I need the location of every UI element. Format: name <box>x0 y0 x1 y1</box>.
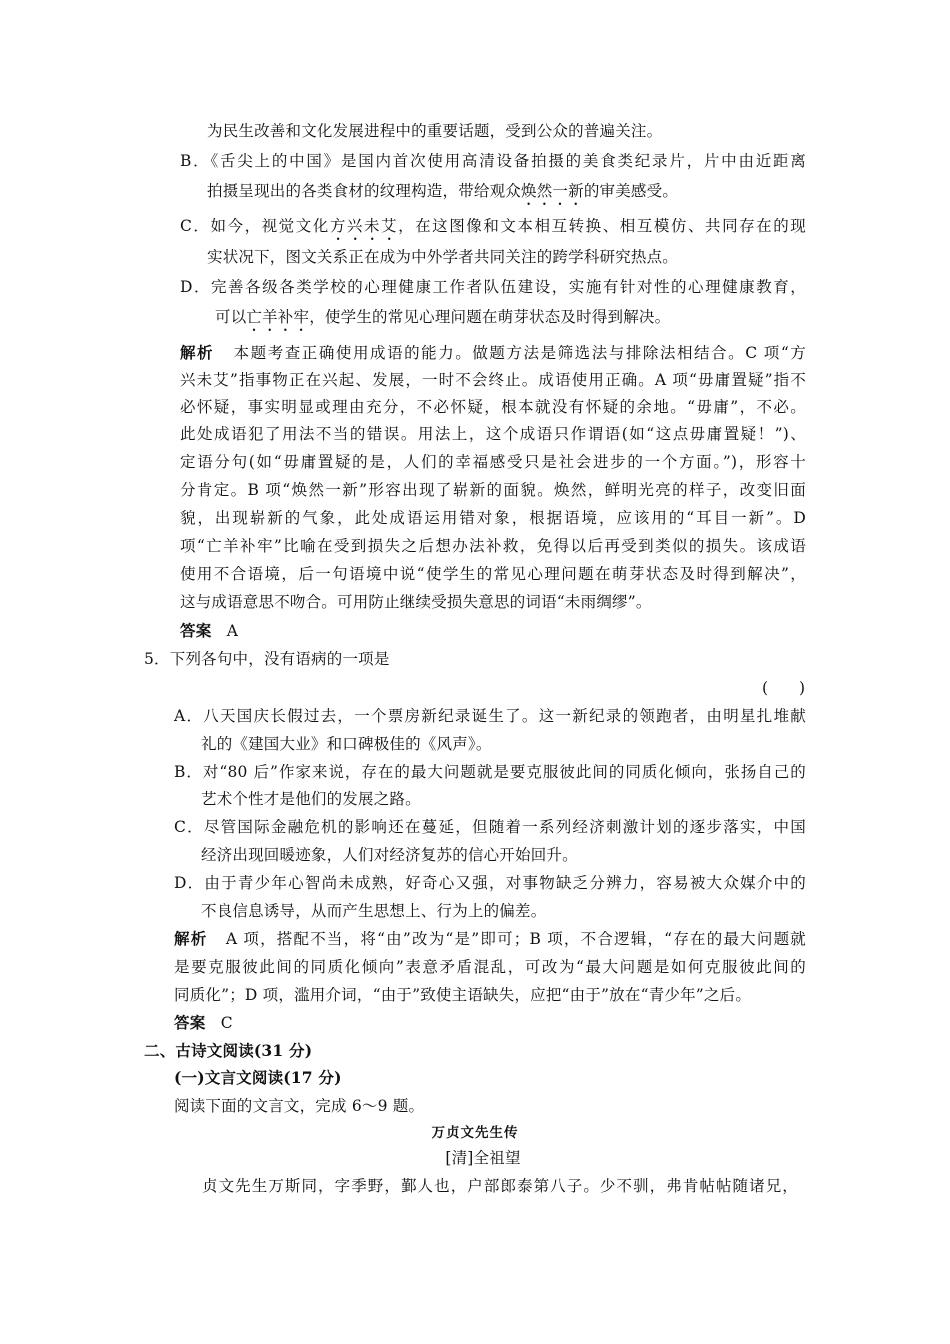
q5-option-d-line2: 不良信息诱导，从而产生思想上、行为上的偏差。 <box>201 902 547 920</box>
q4-option-b-idiom: 焕然一新 <box>521 182 584 200</box>
q5-answer-value: C <box>220 1014 233 1032</box>
q5-answer-blank: ( ) <box>762 679 806 697</box>
q5-analysis-label: 解析 <box>174 929 208 948</box>
q4-analysis-line2: 兴未艾”指事物正在兴起、发展，一时不会终止。成语使用正确。A 项“毋庸置疑”指不 <box>180 371 806 389</box>
q4-option-d-line1: D．完善各级各类学校的心理健康工作者队伍建设，实施有针对性的心理健康教育， <box>180 278 806 296</box>
q4-analysis-line8: 项“亡羊补牢”比喻在受到损失之后想办法补救，免得以后再受到类似的损失。该成语 <box>180 537 806 555</box>
q5-option-a-line1: A．八天国庆长假过去，一个票房新纪录诞生了。这一新纪录的领跑者，由明星扎堆献 <box>174 707 806 725</box>
q5-analysis-line1 <box>174 929 806 949</box>
passage-author: [清]全祖望 <box>445 1149 521 1167</box>
q5-analysis-line2: 是要克服彼此间的同质化倾向”表意矛盾混乱，可改为“最大问题是如何克服彼此间的 <box>174 958 806 976</box>
q5-option-d-line1: D．由于青少年心智尚未成熟，好奇心又强，对事物缺乏分辨力，容易被大众媒介中的 <box>174 874 806 892</box>
q5-answer-label: 答案 <box>174 1013 206 1032</box>
q4-answer-value: A <box>226 622 239 640</box>
section-heading: 二、古诗文阅读(31 分) <box>144 1041 313 1060</box>
q5-analysis-text: A 项，搭配不当，将“由”改为“是”即可；B 项，不合逻辑，“存在的最大问题就 <box>225 930 806 948</box>
q4-option-c-text: C．如今，视觉文化 <box>180 217 330 235</box>
passage-line1: 贞文先生万斯同，字季野，鄞人也，户部郎泰第八子。少不驯，弗肯帖帖随诸兄， <box>202 1177 798 1195</box>
q4-analysis-line9: 使用不合语境，后一句语境中说“使学生的常见心理问题在萌芽状态及时得到解决”， <box>180 565 806 583</box>
q4-analysis-text: 本题考查正确使用成语的能力。做题方法是筛选法与排除法相结合。C 项“方 <box>233 344 807 362</box>
q4-option-a-continuation: 为民生改善和文化发展进程中的重要话题，受到公众的普遍关注。 <box>207 122 663 140</box>
q4-option-b-text-end: 的审美感受。 <box>583 182 679 200</box>
q4-analysis-label: 解析 <box>180 343 215 362</box>
q4-analysis-line3: 必怀疑，事实明显或理由充分，不必怀疑，根本就没有怀疑的余地。“毋庸”，不必。 <box>180 398 806 416</box>
reading-instruction: 阅读下面的文言文，完成 6～9 题。 <box>174 1097 425 1115</box>
q4-option-c-line1 <box>180 216 806 244</box>
q5-analysis-line3: 同质化”；D 项，滥用介词，“由于”致使主语缺失，应把“由于”放在“青少年”之后。 <box>174 986 752 1004</box>
q4-option-b-text: 拍摄呈现出的各类食材的纹理构造，带给观众 <box>207 182 522 200</box>
subsection-heading: (一)文言文阅读(17 分) <box>174 1068 342 1087</box>
q4-option-c-text-end: ，在这图像和文本相互转换、相互模仿、共同存在的现 <box>398 217 806 235</box>
q5-option-a-line2: 礼的《建国大业》和口碑极佳的《风声》。 <box>201 735 492 753</box>
q4-analysis-line7: 貌，出现崭新的气象，此处成语运用错对象，根据语境，应该用的“耳目一新”。D <box>180 509 806 527</box>
q5-option-c-line1: C．尽管国际金融危机的影响还在蔓延，但随着一系列经济刺激计划的逐步落实，中国 <box>174 818 806 836</box>
q4-option-c-line2: 实状况下，图文关系正在成为中外学者共同关注的跨学科研究热点。 <box>207 248 679 266</box>
q4-option-d-line2 <box>215 307 670 335</box>
q4-analysis-line5: 定语分句(如“毋庸置疑的是，人们的幸福感受只是社会进步的一个方面。”)，形容十 <box>180 453 806 471</box>
q4-analysis-line1 <box>180 343 806 363</box>
q4-option-c-idiom: 方兴未艾 <box>329 217 399 235</box>
q4-analysis-line10: 这与成语意思不吻合。可用防止继续受损失意思的词语“未雨绸缪”。 <box>180 593 652 611</box>
q5-stem: 5．下列各句中，没有语病的一项是 <box>144 650 390 668</box>
passage-title: 万贞文先生传 <box>431 1125 519 1141</box>
q4-option-b-line1: B．《舌尖上的中国》是国内首次使用高清设备拍摄的美食类纪录片，片中由近距离 <box>180 152 806 170</box>
q4-analysis-line4: 此处成语犯了用法不当的错误。用法上，这个成语只作谓语(如“这点毋庸置疑！”)、 <box>180 425 806 443</box>
q4-option-d-idiom: 亡羊补牢 <box>246 308 310 326</box>
q4-analysis-line6: 分肯定。B 项“焕然一新”形容出现了崭新的面貌。焕然，鲜明光亮的样子，改变旧面 <box>180 481 806 499</box>
q4-answer-label: 答案 <box>180 621 212 640</box>
q5-option-b-line1: B．对“80 后”作家来说，存在的最大问题就是要克服彼此间的同质化倾向，张扬自己的 <box>174 763 806 781</box>
q5-answer <box>174 1013 233 1033</box>
q4-option-b-line2 <box>207 181 678 209</box>
q5-option-c-line2: 经济出现回暖迹象，人们对经济复苏的信心开始回升。 <box>201 846 578 864</box>
q5-option-b-line2: 艺术个性才是他们的发展之路。 <box>201 790 421 808</box>
q4-option-d-text: 可以 <box>215 308 247 326</box>
q4-option-d-text-end: ，使学生的常见心理问题在萌芽状态及时得到解决。 <box>309 308 671 326</box>
q4-answer <box>180 621 238 641</box>
